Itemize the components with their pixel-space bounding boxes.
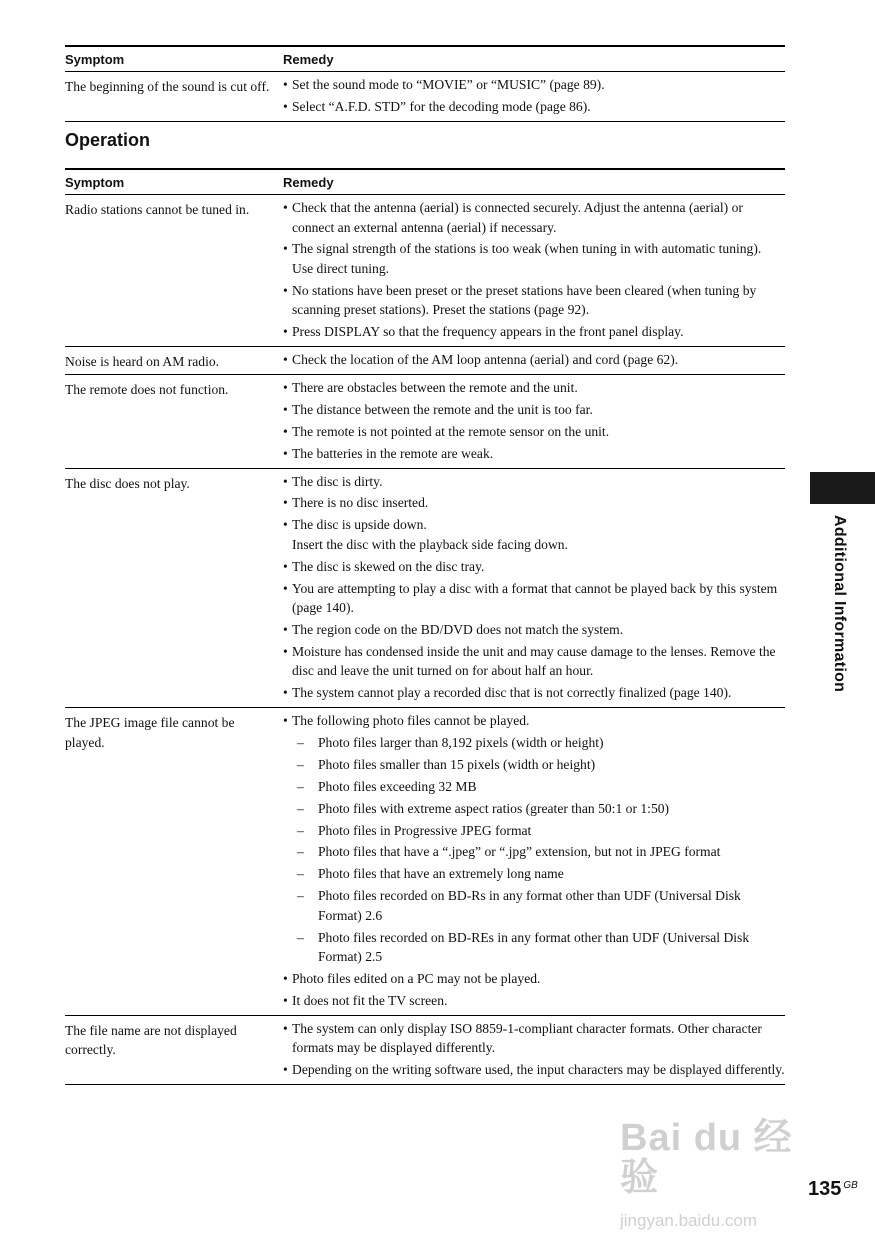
symptom-cell: Noise is heard on AM radio.	[65, 354, 220, 370]
remedy-header: Remedy	[283, 175, 334, 190]
table-row	[65, 468, 785, 708]
remedy-cell	[283, 468, 785, 708]
remedy-subitem: – Photo files in Progressive JPEG format	[292, 821, 785, 841]
section-tab-marker	[810, 472, 875, 504]
remedy-item	[283, 515, 785, 554]
remedy-cell	[283, 1015, 785, 1084]
remedy-item: • The signal strength of the stations is too weak (when tuning in with automatic tuning). Use direct tuning.	[283, 239, 785, 278]
remedy-item: • Photo files edited on a PC may not be played.	[283, 969, 785, 989]
remedy-subitem: – Photo files recorded on BD-Rs in any format other than UDF (Universal Disk Format) 2.6	[292, 886, 785, 925]
remedy-item: • No stations have been preset or the preset stations have been cleared (when tuning by scanning preset stations). Preset the stations (page 92).	[283, 281, 785, 320]
table-header-row	[65, 169, 785, 195]
remedy-item: • The remote is not pointed at the remote sensor on the unit.	[283, 422, 785, 442]
symptom-header: Symptom	[65, 52, 125, 67]
remedy-item: • The system cannot play a recorded disc that is not correctly finalized (page 140).	[283, 683, 785, 703]
table-row	[65, 347, 785, 375]
symptom-header: Symptom	[65, 175, 125, 190]
remedy-subitem: – Photo files exceeding 32 MB	[292, 777, 785, 797]
remedy-header: Remedy	[283, 52, 334, 67]
watermark	[620, 1117, 820, 1230]
remedy-subitem: – Photo files with extreme aspect ratios (greater than 50:1 or 1:50)	[292, 799, 785, 819]
remedy-note: Insert the disc with the playback side facing down.	[292, 536, 568, 552]
remedy-item: • The following photo files cannot be played.	[283, 711, 785, 731]
symptom-cell: The beginning of the sound is cut off.	[65, 79, 270, 94]
page-number	[808, 1178, 858, 1201]
symptom-cell: The remote does not function.	[65, 381, 229, 397]
remedy-item: • You are attempting to play a disc with a format that cannot be played back by this system (page 140).	[283, 579, 785, 618]
table-row	[65, 1015, 785, 1084]
top-troubleshooting-table	[65, 45, 785, 122]
remedy-subitem: – Photo files recorded on BD-REs in any format other than UDF (Universal Disk Format) 2.5	[292, 928, 785, 967]
table-header-row	[65, 46, 785, 72]
page-number-suffix: GB	[843, 1180, 858, 1191]
remedy-item: • There is no disc inserted.	[283, 493, 785, 513]
remedy-item: • The system can only display ISO 8859-1-compliant character formats. Other character formats may be displayed differently.	[283, 1019, 785, 1058]
remedy-item: • There are obstacles between the remote and the unit.	[283, 378, 785, 398]
remedy-subitem: – Photo files larger than 8,192 pixels (width or height)	[292, 733, 785, 753]
remedy-item: • The disc is skewed on the disc tray.	[283, 557, 785, 577]
remedy-item: • The distance between the remote and the unit is too far.	[283, 400, 785, 420]
remedy-item: • Press DISPLAY so that the frequency appears in the front panel display.	[283, 322, 785, 342]
table-row	[65, 195, 785, 347]
remedy-cell	[283, 195, 785, 347]
remedy-item-text: The disc is upside down.	[292, 517, 427, 533]
remedy-subitem: – Photo files that have a “.jpeg” or “.jpg” extension, but not in JPEG format	[292, 842, 785, 862]
remedy-cell	[283, 72, 785, 122]
table-row	[65, 708, 785, 1016]
remedy-item: • Check the location of the AM loop antenna (aerial) and cord (page 62).	[283, 350, 785, 370]
table-row	[65, 72, 785, 122]
table-row	[65, 374, 785, 468]
page-number-value: 135	[808, 1178, 842, 1200]
remedy-cell	[283, 708, 785, 1016]
remedy-subitem: – Photo files smaller than 15 pixels (width or height)	[292, 755, 785, 775]
section-title: Operation	[65, 130, 151, 150]
side-section-label: Additional Information	[831, 515, 848, 693]
symptom-cell: Radio stations cannot be tuned in.	[65, 202, 250, 217]
operation-troubleshooting-table	[65, 168, 785, 1085]
symptom-cell: The file name are not displayed correctly.	[65, 1022, 237, 1058]
watermark-logo: Bai du 经验	[620, 1117, 793, 1199]
remedy-item: • Depending on the writing software used, the input characters may be displayed differently.	[283, 1060, 785, 1080]
remedy-subitem: – Photo files that have an extremely long name	[292, 864, 785, 884]
symptom-cell: The JPEG image file cannot be played.	[65, 715, 235, 750]
remedy-item: • Moisture has condensed inside the unit and may cause damage to the lenses. Remove the disc and leave the unit turned on for about half an hour.	[283, 642, 785, 681]
remedy-item: • The batteries in the remote are weak.	[283, 444, 785, 464]
watermark-url: jingyan.baidu.com	[620, 1211, 758, 1230]
remedy-cell	[283, 347, 785, 375]
remedy-item: • Set the sound mode to “MOVIE” or “MUSIC” (page 89).	[283, 75, 785, 95]
remedy-item: • The region code on the BD/DVD does not match the system.	[283, 620, 785, 640]
remedy-item: • It does not fit the TV screen.	[283, 991, 785, 1011]
remedy-item: • Select “A.F.D. STD” for the decoding mode (page 86).	[283, 97, 785, 117]
remedy-cell	[283, 374, 785, 468]
remedy-item: • The disc is dirty.	[283, 472, 785, 492]
remedy-item: • Check that the antenna (aerial) is connected securely. Adjust the antenna (aerial) or connect an external antenna (aerial) if necessary.	[283, 198, 785, 237]
symptom-cell: The disc does not play.	[65, 475, 190, 491]
